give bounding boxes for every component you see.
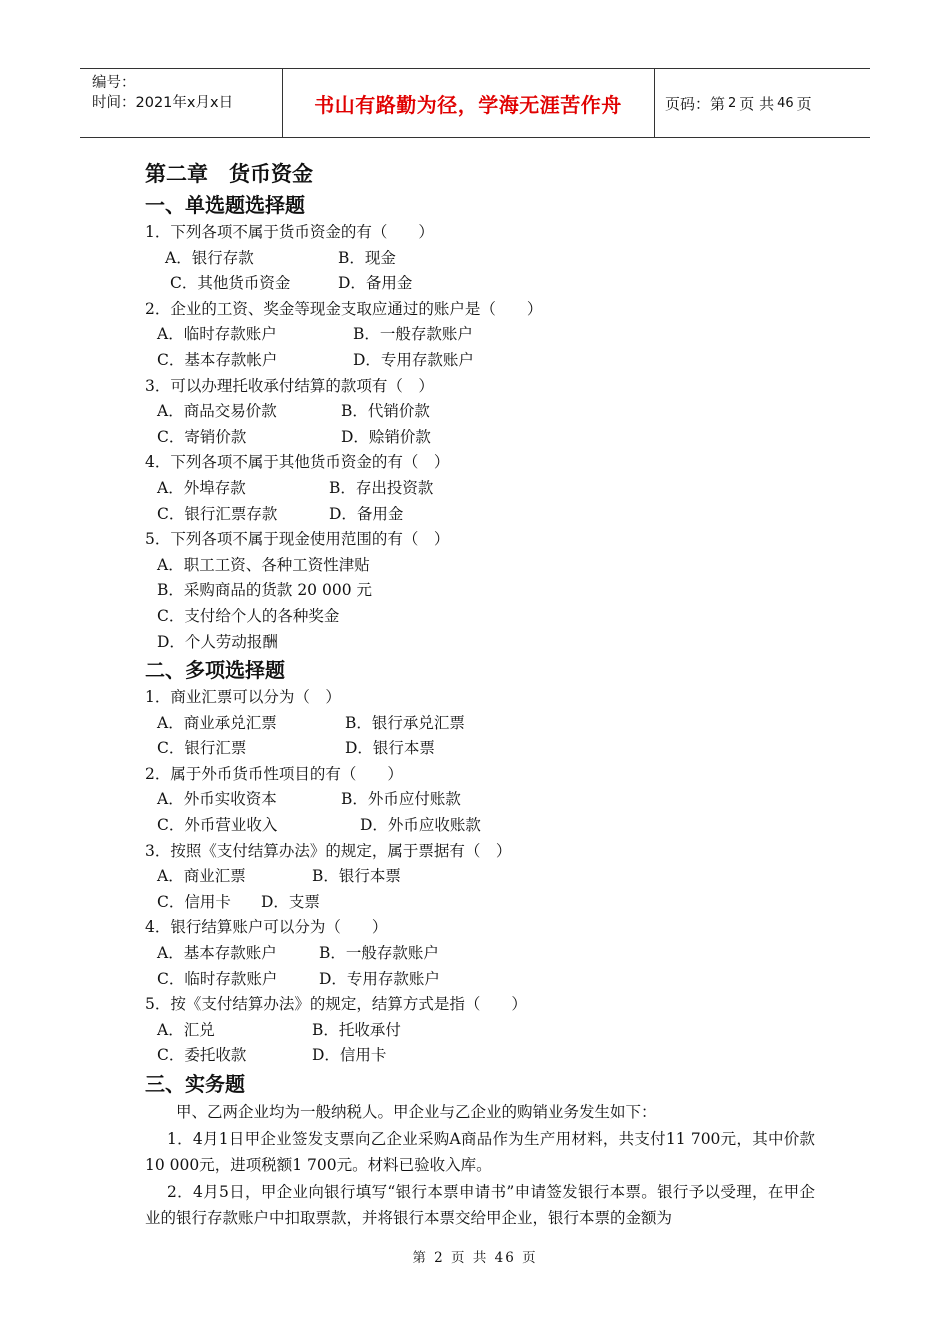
header-divider xyxy=(654,69,655,137)
option-row xyxy=(145,941,815,967)
option: C．信用卡 xyxy=(157,892,231,911)
question-text: 1．商业汇票可以分为（ ） xyxy=(145,688,341,707)
option: B．存出投资款 xyxy=(329,478,434,497)
page-number: 2 xyxy=(728,95,737,111)
paragraph: 2．4月5日，甲企业向银行填写“银行本票申请书”申请签发银行本票。银行予以受理，在甲企业的银行存款账户中扣取票款，并将银行本票交给甲企业，银行本票的金额为 xyxy=(145,1182,815,1227)
page-header xyxy=(80,68,870,138)
header-page-info xyxy=(665,69,812,137)
option: B．现金 xyxy=(338,248,396,267)
option: C．外币营业收入 xyxy=(157,816,278,835)
option: D．备用金 xyxy=(338,274,413,293)
option: A．职工工资、各种工资性津贴 xyxy=(157,555,370,574)
chapter-title: 第二章 货币资金 xyxy=(145,162,313,186)
question-text: 4．下列各项不属于其他货币资金的有（ ） xyxy=(145,453,450,472)
option: A．外埠存款 xyxy=(157,478,246,497)
option: A．外币实收资本 xyxy=(157,790,277,809)
section-title: 三、实务题 xyxy=(145,1072,245,1096)
page-suffix: 页 xyxy=(796,94,812,113)
option: A．基本存款账户 xyxy=(157,944,277,963)
option: D．专用存款账户 xyxy=(353,350,474,369)
page-prefix: 页码：第 xyxy=(665,94,726,113)
option: B．采购商品的货款 20 000 元 xyxy=(157,581,372,600)
question-text: 2．企业的工资、奖金等现金支取应通过的账户是（ ） xyxy=(145,299,543,318)
option: B．一般存款账户 xyxy=(319,944,439,963)
page-mid: 页 共 xyxy=(739,94,775,113)
option: D．外币应收账款 xyxy=(360,816,481,835)
option: B．一般存款账户 xyxy=(353,325,473,344)
option: A．商业汇票 xyxy=(157,867,246,886)
question-text: 3．按照《支付结算办法》的规定，属于票据有（ ） xyxy=(145,841,512,860)
option: B．代销价款 xyxy=(341,402,430,421)
option: B．银行本票 xyxy=(312,867,401,886)
document-body xyxy=(145,158,815,1232)
option: D．信用卡 xyxy=(312,1046,387,1065)
option: A．商品交易价款 xyxy=(157,402,277,421)
option: D．赊销价款 xyxy=(341,427,431,446)
option: C．其他货币资金 xyxy=(170,274,291,293)
option: C．基本存款帐户 xyxy=(157,350,278,369)
section-title: 二、多项选择题 xyxy=(145,658,285,683)
option-row xyxy=(145,787,815,813)
question-text: 3．可以办理托收承付结算的款项有（ ） xyxy=(145,376,434,395)
option: C．银行汇票存款 xyxy=(157,504,278,523)
question-text: 2．属于外币货币性项目的有（ ） xyxy=(145,764,403,783)
option-row xyxy=(145,246,815,272)
document-date: 时间：2021年x月x日 xyxy=(92,95,234,111)
option: D．支票 xyxy=(261,892,320,911)
option: A．临时存款账户 xyxy=(157,325,277,344)
option: B．银行承兑汇票 xyxy=(345,713,465,732)
option-row xyxy=(145,502,815,528)
question-text: 5．下列各项不属于现金使用范围的有（ ） xyxy=(145,530,450,549)
option-row xyxy=(145,813,815,839)
option-row xyxy=(145,271,815,297)
option: D．银行本票 xyxy=(345,739,435,758)
option: B．托收承付 xyxy=(312,1020,401,1039)
option-row xyxy=(145,1018,815,1044)
option-row xyxy=(145,890,815,916)
option: A．银行存款 xyxy=(165,248,254,267)
option-row xyxy=(145,967,815,993)
option: C．银行汇票 xyxy=(157,739,247,758)
option: D．备用金 xyxy=(329,504,404,523)
option-row xyxy=(145,348,815,374)
option: A．商业承兑汇票 xyxy=(157,713,277,732)
option-row xyxy=(145,476,815,502)
option: A．汇兑 xyxy=(157,1020,215,1039)
option-row xyxy=(145,864,815,890)
option: D．个人劳动报酬 xyxy=(157,632,278,651)
page-footer: 第 2 页 共 46 页 xyxy=(412,1250,538,1266)
option-row xyxy=(145,399,815,425)
section-title: 一、单选题选择题 xyxy=(145,193,305,217)
document-number: 编号： xyxy=(92,75,136,91)
question-text: 1．下列各项不属于货币资金的有（ ） xyxy=(145,223,434,241)
paragraph: 甲、乙两企业均为一般纳税人。甲企业与乙企业的购销业务发生如下： xyxy=(176,1103,657,1121)
option: C．委托收款 xyxy=(157,1046,247,1065)
option-row xyxy=(145,1043,815,1069)
option: D．专用存款账户 xyxy=(319,969,440,988)
paragraph: 1．4月1日甲企业签发支票向乙企业采购A商品作为生产用材料，共支付11 700元，其中价款10 000元，进项税额1 700元。材料已验收入库。 xyxy=(145,1129,815,1174)
option-row xyxy=(145,322,815,348)
option: B．外币应付账款 xyxy=(341,790,461,809)
option-row xyxy=(145,711,815,737)
option: C．临时存款账户 xyxy=(157,969,278,988)
option: C．支付给个人的各种奖金 xyxy=(157,606,340,625)
option-row xyxy=(145,425,815,451)
option: C．寄销价款 xyxy=(157,427,247,446)
question-text: 4．银行结算账户可以分为（ ） xyxy=(145,918,388,937)
option-row xyxy=(145,736,815,762)
header-motto: 书山有路勤为径，学海无涯苦作舟 xyxy=(314,92,622,117)
question-text: 5．按《支付结算办法》的规定，结算方式是指（ ） xyxy=(145,995,527,1014)
header-meta xyxy=(92,73,233,113)
page-total: 46 xyxy=(777,95,794,111)
